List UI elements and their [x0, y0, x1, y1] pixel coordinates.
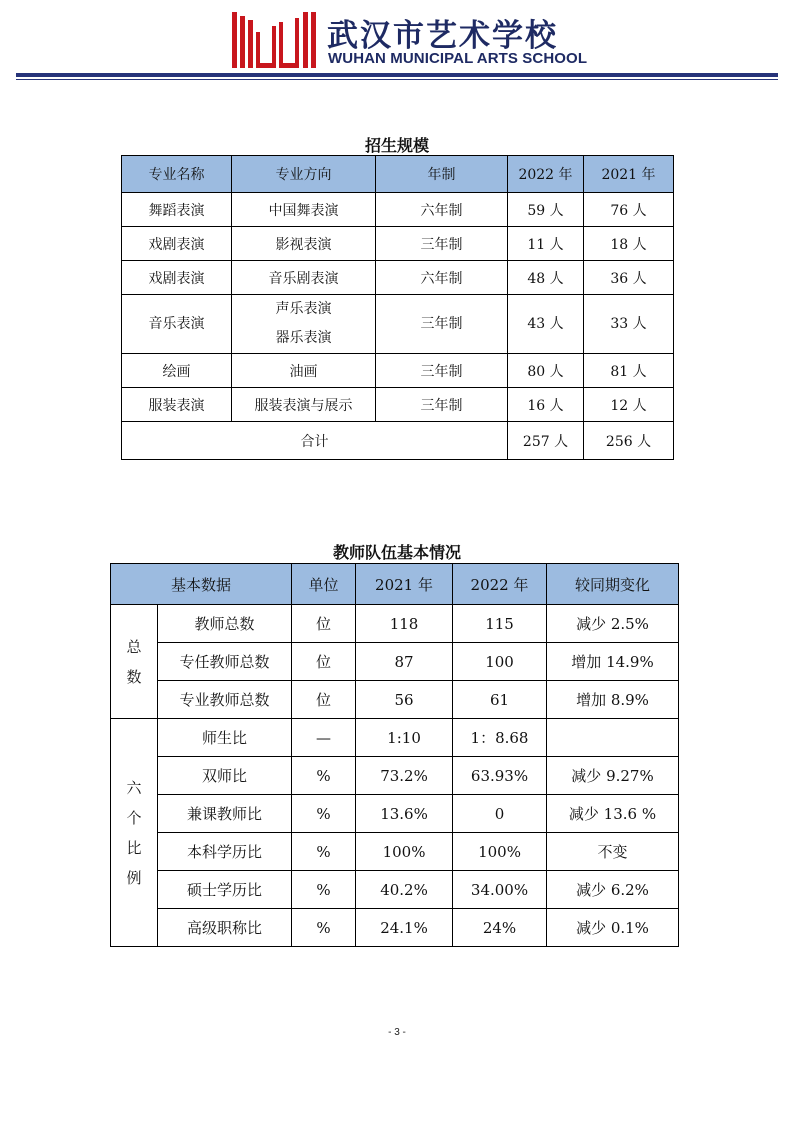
count-2022-cell: 11 人: [508, 227, 584, 261]
table-row: [122, 193, 674, 227]
column-header: 2022 年: [508, 156, 584, 193]
table-header-row: [122, 156, 674, 193]
value-2022-cell: 34.00%: [453, 871, 547, 909]
item-cell: 专任教师总数: [158, 643, 292, 681]
enrollment-table: [121, 155, 674, 460]
count-2021-cell: 81 人: [584, 354, 674, 388]
years-cell: 六年制: [376, 261, 508, 295]
table-row: [111, 909, 679, 947]
unit-cell: 位: [292, 643, 356, 681]
school-name-chinese: 武汉市艺术学校: [327, 18, 558, 54]
column-header: 较同期变化: [547, 564, 679, 605]
direction-cell: 音乐剧表演: [232, 261, 376, 295]
group-total-text: 总数: [126, 637, 142, 686]
value-2021-cell: 40.2%: [356, 871, 453, 909]
count-2022-cell: 48 人: [508, 261, 584, 295]
unit-cell: 位: [292, 605, 356, 643]
major-cell: 绘画: [122, 354, 232, 388]
value-2021-cell: 13.6%: [356, 795, 453, 833]
change-cell: 减少 0.1%: [547, 909, 679, 947]
table-row: [111, 795, 679, 833]
change-cell: 减少 9.27%: [547, 757, 679, 795]
column-header: 年制: [376, 156, 508, 193]
value-2022-cell: 0: [453, 795, 547, 833]
value-2022-cell: 100%: [453, 833, 547, 871]
unit-cell: %: [292, 757, 356, 795]
count-2022-cell: 43 人: [508, 295, 584, 354]
change-cell: 减少 2.5%: [547, 605, 679, 643]
item-cell: 师生比: [158, 719, 292, 757]
table-row: [111, 757, 679, 795]
column-header: 2022 年: [453, 564, 547, 605]
group-ratio-text: 六个比例: [126, 778, 142, 887]
value-2021-cell: 87: [356, 643, 453, 681]
major-cell: 音乐表演: [122, 295, 232, 354]
table-row: [111, 833, 679, 871]
table-row: [122, 261, 674, 295]
change-cell: 减少 6.2%: [547, 871, 679, 909]
unit-cell: %: [292, 833, 356, 871]
item-cell: 双师比: [158, 757, 292, 795]
total-label: 合计: [122, 422, 508, 460]
table-row: [111, 871, 679, 909]
total-2022-cell: 257 人: [508, 422, 584, 460]
count-2021-cell: 76 人: [584, 193, 674, 227]
table-row: [111, 681, 679, 719]
unit-cell: —: [292, 719, 356, 757]
value-2022-cell: 61: [453, 681, 547, 719]
unit-cell: %: [292, 871, 356, 909]
change-cell: 不变: [547, 833, 679, 871]
value-2021-cell: 1:10: [356, 719, 453, 757]
table-row: [122, 295, 674, 354]
column-header: 单位: [292, 564, 356, 605]
table-row: [122, 354, 674, 388]
total-2021-cell: 256 人: [584, 422, 674, 460]
group-total-label: [111, 605, 158, 719]
direction-cell: 影视表演: [232, 227, 376, 261]
table-row: [111, 643, 679, 681]
years-cell: 三年制: [376, 354, 508, 388]
table-row: [122, 388, 674, 422]
teacher-table: [110, 563, 679, 947]
value-2021-cell: 73.2%: [356, 757, 453, 795]
count-2021-cell: 12 人: [584, 388, 674, 422]
major-cell: 舞蹈表演: [122, 193, 232, 227]
table-row: [111, 605, 679, 643]
value-2022-cell: 24%: [453, 909, 547, 947]
item-cell: 高级职称比: [158, 909, 292, 947]
item-cell: 教师总数: [158, 605, 292, 643]
value-2021-cell: 118: [356, 605, 453, 643]
count-2021-cell: 33 人: [584, 295, 674, 354]
group-ratio-label: [111, 719, 158, 947]
table-row: [111, 719, 679, 757]
count-2022-cell: 59 人: [508, 193, 584, 227]
school-name-english: WUHAN MUNICIPAL ARTS SCHOOL: [328, 50, 588, 67]
change-cell: 减少 13.6 %: [547, 795, 679, 833]
direction-cell: 服装表演与展示: [232, 388, 376, 422]
item-cell: 专业教师总数: [158, 681, 292, 719]
years-cell: 六年制: [376, 193, 508, 227]
item-cell: 兼课教师比: [158, 795, 292, 833]
value-2022-cell: 1：8.68: [453, 719, 547, 757]
value-2021-cell: 56: [356, 681, 453, 719]
page-number: - 3 -: [388, 1027, 406, 1038]
value-2022-cell: 100: [453, 643, 547, 681]
column-header: 2021 年: [584, 156, 674, 193]
direction-line: 声乐表演: [275, 301, 332, 317]
direction-line: 器乐表演: [275, 330, 332, 346]
header-divider: [16, 73, 778, 77]
unit-cell: 位: [292, 681, 356, 719]
direction-cell: 中国舞表演: [232, 193, 376, 227]
column-header: 专业名称: [122, 156, 232, 193]
table-header-row: [111, 564, 679, 605]
value-2021-cell: 100%: [356, 833, 453, 871]
header-divider-thin: [16, 79, 778, 80]
change-cell: 增加 14.9%: [547, 643, 679, 681]
change-cell: 增加 8.9%: [547, 681, 679, 719]
item-cell: 本科学历比: [158, 833, 292, 871]
direction-cell: [232, 295, 376, 354]
count-2021-cell: 36 人: [584, 261, 674, 295]
value-2021-cell: 24.1%: [356, 909, 453, 947]
years-cell: 三年制: [376, 295, 508, 354]
total-row: [122, 422, 674, 460]
major-cell: 戏剧表演: [122, 261, 232, 295]
value-2022-cell: 115: [453, 605, 547, 643]
count-2021-cell: 18 人: [584, 227, 674, 261]
column-header: 2021 年: [356, 564, 453, 605]
years-cell: 三年制: [376, 388, 508, 422]
unit-cell: %: [292, 909, 356, 947]
count-2022-cell: 16 人: [508, 388, 584, 422]
item-cell: 硕士学历比: [158, 871, 292, 909]
school-logo-icon: [232, 12, 318, 68]
major-cell: 戏剧表演: [122, 227, 232, 261]
change-cell: [547, 719, 679, 757]
table-row: [122, 227, 674, 261]
page-header: [0, 0, 794, 95]
count-2022-cell: 80 人: [508, 354, 584, 388]
major-cell: 服装表演: [122, 388, 232, 422]
value-2022-cell: 63.93%: [453, 757, 547, 795]
teacher-table-title: 教师队伍基本情况: [332, 543, 461, 562]
years-cell: 三年制: [376, 227, 508, 261]
column-header: 基本数据: [111, 564, 292, 605]
enrollment-table-title: 招生规模: [364, 136, 429, 155]
unit-cell: %: [292, 795, 356, 833]
column-header: 专业方向: [232, 156, 376, 193]
direction-cell: 油画: [232, 354, 376, 388]
